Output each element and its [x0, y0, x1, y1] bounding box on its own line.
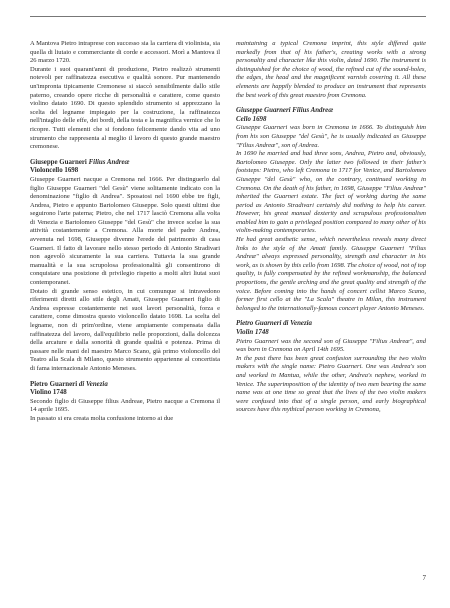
section-title-giuseppe — [236, 107, 426, 116]
english-column — [236, 40, 426, 415]
paragraph: Pietro Guarneri was the second son of Giuseppe "Filius Andreæ", and was born in Cremona on April 14th 1695. — [236, 337, 426, 354]
section-title-epithet: di Venezia — [283, 320, 312, 328]
section-title-name: Giuseppe Guarneri — [30, 158, 89, 166]
paragraph: In passato si era creata molta confusione intorno ai due — [30, 414, 174, 422]
paragraph: Giuseppe Guarneri nacque a Cremona nel 1666. Per distinguerlo dal figlio Giuseppe Guarneri "del Gesù" viene solitamente indicato con la denominazione "figlio di Andrea". Sposatosi nel 1690 ebbe tre figli, Andrea, Pietro e appunto Bartolomeo Giuseppe. Solo questi ultimi due seguirono l'arte paterna; Pietro, che nel 1717 lasciò Cremona alla volta di Venezia e Bartolomeo Giuseppe "del Gesù" che invece scelse la sua attività costantemente a Cremona. Alla morte del padre Andrea, avvenuta nel 1698, Giuseppe divenne l'erede del patrimonio di casa Guarneri. Il fatto di lavorare nello stesso periodo di Antonio Stradivari non agevolò sicuramente la sua carriera. Tuttavia la sua grande manualità e la sua scrupolosa professionalità gli consentirono di conquistare una posizione di privilegio rispetto a molti altri liutai suoi contemporanei. — [30, 175, 220, 287]
top-rule — [30, 16, 426, 17]
section-title-epithet: Filius Andreæ — [88, 158, 130, 166]
paragraph: Secondo figlio di Giuseppe filius Andreae, Pietro nacque a Cremona il 14 aprile 1695. — [30, 397, 220, 414]
section-title-epithet: Filius Andreæ — [292, 107, 334, 115]
section-title-pietro — [30, 381, 220, 390]
paragraph: Dotato di grande senso estetico, in cui comunque si intravedono riferimenti diretti allo stile degli Amati, Giuseppe Guarneri figlio di Andrea espresse costantemente nei suoi lavori personalità, forza e carattere, come dimostra questo violoncello datato 1698. La scelta del legname, non di prim'ordine, viene ampiamente compensata dalla raffinatezza del lavoro, dall'equilibrio nelle proporzioni, dalla dolcezza della arcature e dalla sonorità di grande qualità e potenza. Prima di passare nelle mani del maestro Marco Scano, già primo violoncello del Teatro alla Scala di Milano, questo strumento appartenne al concertista di fama internazionale Antonio Meneses. — [30, 287, 220, 372]
section-title-name: Pietro Guarneri — [30, 380, 79, 388]
section-subtitle: Violin 1748 — [236, 329, 269, 336]
italian-column — [30, 40, 220, 424]
paragraph: In the past there has been great confusion surrounding the two violin makers with the single name: Pietro Guarneri. One was Andrea's son and worked in Mantua, while the other, Andrea's nephew, worked in Venice. The superimposition of the identity of two men bearing the same name was at one time so great that the lives of the two violin makers were confused into that of a single person, and early biographical sources have this mythical person working in Cremona, — [236, 354, 426, 414]
paragraph: maintaining a typical Cremona imprint, this style differed quite markedly from that of his father's, creating works with a strong personality and character like this violin, dated 1690. The instrument is distinguished for the choice of wood, the refined cut of the sound-holes, the edges, the head and the magnificent varnish covering it. All these elements are happily blended to produce an instrument that represents the best work of this great maestro from Cremona. — [236, 40, 426, 99]
section-subtitle: Violino 1748 — [30, 389, 67, 397]
section-title-epithet: di Venezia — [78, 380, 108, 388]
paragraph: He had great aesthetic sense, which nevertheless reveals many direct links to the style of the Amati family. Giuseppe Guarneri "Filius Andreæ" always expressed personality, strength and character in his work, as is shown by this cello from 1698. The choice of wood, not of top quality, is fully compensated by the refined workmanship, the balanced proportions, the gentle arching and the great quality and strength of the voice. Before coming into the hands of concert cellist Marco Scano, former first cello at the "La Scala" theatre in Milan, this instrument belonged to the internationally-famous concert player Antonio Meneses. — [236, 236, 426, 312]
paragraph: A Mantova Pietro intraprese con successo sia la carriera di violinista, sia quella di liutaio e commerciante di corde e accessori. Morì a Mantova il 26 marzo 1720. — [30, 40, 220, 65]
section-title-pietro — [236, 320, 426, 329]
section-subtitle: Violoncello 1698 — [30, 167, 79, 175]
section-title-name: Pietro Guarneri — [236, 320, 284, 328]
section-title-name: Giuseppe Guarneri — [236, 107, 293, 115]
page-number: 7 — [422, 574, 426, 582]
paragraph: Durante i suoi quarant'anni di produzione, Pietro realizzò strumenti notevoli per raffinatezza esecutiva e qualità sonore. Pur mantenendo un'impronta tipicamente Cremonese si staccò sensibilmente dallo stile paterno, creando opere ricche di personalità e carattere, come questo violino datato 1690. Di questo splendido strumento si apprezzano la scelta del legname impiegato per la costruzione, la raffinatezza nell'intaglio delle effe, dei bordi, della testa e la magnifica vernice che lo ricopre. Tutti elementi che si fondono felicemente dando vita ad uno strumento che rappresenta al meglio il lavoro di questo grande maestro cremonese. — [30, 65, 220, 151]
section-title-giuseppe — [30, 159, 220, 168]
paragraph: In 1690 he married and had three sons, Andrea, Pietro and, obviously, Bartolomeo Giuseppe. Only the latter two followed in their father's footsteps: Pietro, who left Cremona in 1717 for Venice, and Bartolomeo Giuseppe "del Gesù" who, on the contrary, continued working in Cremona. On the death of his father, in 1698, Giuseppe "Filius Andreæ" inherited the Guarneri estate. The fact of working during the same period as Antonio Stradivari certainly did nothing to help his career. However, his great manual dexterity and scrupulous professionalism enabled him to gain a privileged position compared to many other of his violin-making contemporaries. — [236, 150, 426, 235]
paragraph: Giuseppe Guarneri was born in Cremona in 1666. To distinguish him from his son Giuseppe "del Gesù", he is usually indicated as Giuseppe "Filius Andreæ", son of Andrea. — [236, 124, 426, 149]
section-subtitle: Cello 1698 — [236, 115, 267, 123]
